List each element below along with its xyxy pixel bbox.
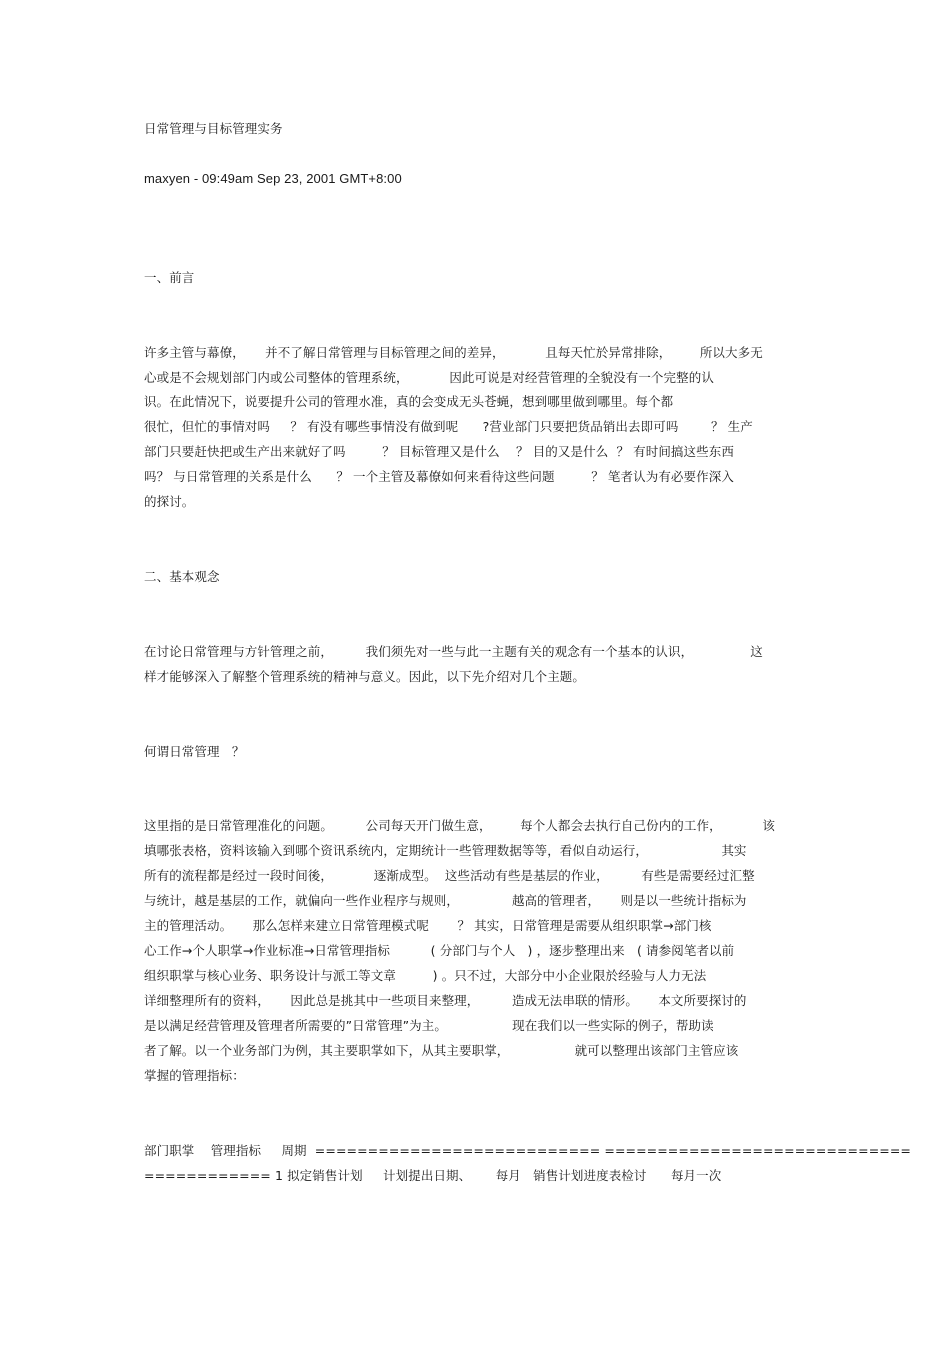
paragraph-line: 在讨论日常管理与方针管理之前， 我们须先对一些与此一主题有关的观念有一个基本的认识， 这 xyxy=(144,644,763,659)
paragraph-line: 的探讨。 xyxy=(144,494,195,509)
paragraph-line: 识。在此情况下，说要提升公司的管理水准，真的会变成无头苍蝇，想到哪里做到哪里。每个都 xyxy=(144,394,674,409)
paragraph-line: 者了解。以一个业务部门为例，其主要职掌如下，从其主要职掌， 就可以整理出该部门主管应该 xyxy=(144,1043,739,1058)
paragraph-line: 主的管理活动。 那么怎样来建立日常管理模式呢 ？ 其实，日常管理是需要从组织职掌→部门核 xyxy=(144,918,712,933)
document-byline: maxyen - 09:49am Sep 23, 2001 GMT+8:00 xyxy=(144,171,402,186)
paragraph-line: 所有的流程都是经过一段时间後， 逐渐成型。 这些活动有些是基层的作业， 有些是需要经过汇整 xyxy=(144,868,755,883)
paragraph-line: 部门只要赶快把或生产出来就好了吗 ？ 目标管理又是什么 ？ 目的又是什么 ？ 有时间搞这些东西 xyxy=(144,444,734,459)
section-heading-preface: 一、前言 xyxy=(144,270,195,285)
paragraph-line: 心或是不会规划部门内或公司整体的管理系统， 因此可说是对经营管理的全貌没有一个完整的认 xyxy=(144,370,714,385)
paragraph-line: 与统计，越是基层的工作，就偏向一些作业程序与规则， 越高的管理者， 则是以一些统计指标为 xyxy=(144,893,747,908)
table-header-line: 部门职掌 管理指标 周期 =========================== ============================= xyxy=(144,1143,912,1158)
section-heading-daily-management: 何谓日常管理 ？ xyxy=(144,744,245,759)
paragraph-line: 这里指的是日常管理准化的问题。 公司每天开门做生意， 每个人都会去执行自己份内的工作， 该 xyxy=(144,818,776,833)
paragraph-line: 掌握的管理指标： xyxy=(144,1068,245,1083)
paragraph-line: 很忙，但忙的事情对吗 ？ 有没有哪些事情没有做到呢 ?营业部门只要把货品销出去即可吗 ？ 生产 xyxy=(144,419,753,434)
paragraph-line: 详细整理所有的资料， 因此总是挑其中一些项目来整理， 造成无法串联的情形。 本文所要探讨的 xyxy=(144,993,747,1008)
document-title: 日常管理与目标管理实务 xyxy=(144,121,283,136)
paragraph-line: 许多主管与幕僚， 并不了解日常管理与目标管理之间的差异， 且每天忙於异常排除， 所以大多无 xyxy=(144,345,763,360)
paragraph-line: 样才能够深入了解整个管理系统的精神与意义。因此，以下先介绍对几个主题。 xyxy=(144,669,586,684)
paragraph-line: 是以满足经营管理及管理者所需要的”日常管理”为主。 现在我们以一些实际的例子，帮助读 xyxy=(144,1018,714,1033)
paragraph-line: 组织职掌与核心业务、职务设计与派工等文章 ) 。只不过，大部分中小企业限於经验与人力无法 xyxy=(144,968,707,983)
paragraph-line: 吗？ 与日常管理的关系是什么 ？ 一个主管及幕僚如何来看待这些问题 ？ 笔者认为有必要作深入 xyxy=(144,469,734,484)
paragraph-line: 心工作→个人职掌→作业标准→日常管理指标 ( 分部门与个人 ) ，逐步整理出来 ( 请参阅笔者以前 xyxy=(144,943,735,958)
table-row-line: ============ 1 拟定销售计划 计划提出日期、 每月 销售计划进度表检讨 每月一次 xyxy=(144,1168,722,1183)
section-heading-basic-concepts: 二、基本观念 xyxy=(144,569,220,584)
paragraph-line: 填哪张表格，资料该输入到哪个资讯系统内，定期统计一些管理数据等等，看似自动运行， 其实 xyxy=(144,843,747,858)
